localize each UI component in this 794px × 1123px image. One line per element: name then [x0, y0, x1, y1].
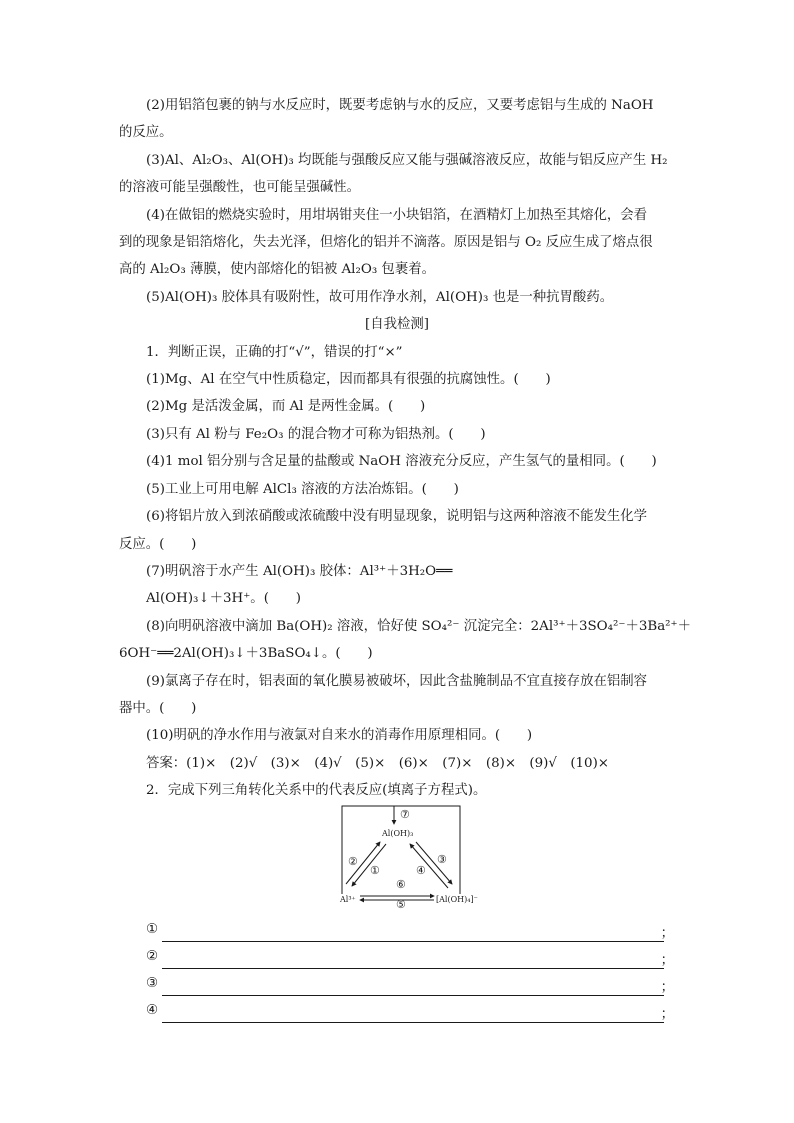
label-al3plus: Al³⁺	[340, 895, 356, 904]
marker-2: ②	[348, 855, 358, 868]
question-1-item-6-line1: (6)将铝片放入到浓硝酸或浓硫酸中没有明显现象，说明铝与这两种溶液不能发生化学	[146, 509, 648, 525]
blank-rule-4	[162, 1022, 664, 1023]
marker-4: ④	[416, 864, 426, 877]
marker-7: ⑦	[400, 808, 410, 821]
paragraph-3-line1: (3)Al、Al₂O₃、Al(OH)₃ 均既能与强酸反应又能与强碱溶液反应，故能与铝反应产生 H₂	[146, 152, 668, 168]
question-1-item-4: (4)1 mol 铝分别与含足量的盐酸或 NaOH 溶液充分反应，产生氢气的量相同。( )	[146, 454, 657, 470]
blank-end-3: ；	[660, 980, 674, 995]
question-1-item-7-line2: Al(OH)₃↓＋3H⁺。( )	[146, 591, 301, 607]
blank-number-3: ③	[146, 976, 159, 991]
blank-end-4: ；	[660, 1007, 674, 1022]
paragraph-4-line3: 高的 Al₂O₃ 薄膜，使内部熔化的铝被 Al₂O₃ 包裹着。	[119, 262, 435, 278]
paragraph-5: (5)Al(OH)₃ 胶体具有吸附性，故可用作净水剂，Al(OH)₃ 也是一种抗胃酸药。	[146, 289, 614, 305]
question-1-item-7-line1: (7)明矾溶于水产生 Al(OH)₃ 胶体：Al³⁺＋3H₂O══	[146, 563, 453, 579]
blank-number-2: ②	[146, 949, 159, 964]
marker-3: ③	[437, 853, 447, 866]
label-aloh3: Al(OH)₃	[382, 829, 414, 838]
question-1-item-5: (5)工业上可用电解 AlCl₃ 溶液的方法冶炼铝。( )	[146, 481, 459, 497]
blank-number-1: ①	[146, 922, 159, 937]
question-1-item-9-line1: (9)氯离子存在时，铝表面的氧化膜易被破坏，因此含盐腌制品不宜直接存放在铝制容	[146, 673, 648, 689]
question-1-stem: 1．判断正误，正确的打“√”，错误的打“×”	[146, 344, 403, 360]
answer-blank-2[interactable]	[146, 949, 674, 973]
marker-6: ⑥	[396, 878, 406, 891]
blank-rule-3	[162, 995, 664, 996]
triangle-diagram-svg	[340, 804, 478, 911]
question-1-item-3: (3)只有 Al 粉与 Fe₂O₃ 的混合物才可称为铝热剂。( )	[146, 426, 486, 442]
blank-rule-1	[162, 941, 664, 942]
answer-blank-1[interactable]	[146, 922, 674, 946]
blank-number-4: ④	[146, 1003, 159, 1018]
answer-key: 答案：(1)× (2)√ (3)× (4)√ (5)× (6)× (7)× (8)× (9)√ (10)×	[146, 755, 610, 771]
paragraph-4-line2: 到的现象是铝箔熔化，失去光泽，但熔化的铝并不滴落。原因是铝与 O₂ 反应生成了熔点很	[119, 235, 653, 251]
answer-blank-3[interactable]	[146, 976, 674, 1000]
self-check-heading: [自我检测]	[364, 317, 429, 333]
question-2-stem: 2．完成下列三角转化关系中的代表反应(填离子方程式)。	[146, 783, 487, 799]
label-aloh4: [Al(OH)₄]⁻	[436, 895, 478, 904]
paragraph-2-line1: (2)用铝箔包裹的钠与水反应时，既要考虑钠与水的反应，又要考虑铝与生成的 NaOH	[146, 98, 654, 113]
marker-1: ①	[370, 864, 380, 877]
question-1-item-8-line1: (8)向明矾溶液中滴加 Ba(OH)₂ 溶液，恰好使 SO₄²⁻ 沉淀完全：2Al³⁺＋3SO₄²⁻＋3Ba²⁺＋	[146, 618, 691, 634]
question-1-item-6-line2: 反应。( )	[119, 536, 197, 552]
answer-blank-4[interactable]	[146, 1003, 674, 1027]
blank-end-1: ；	[660, 926, 674, 941]
marker-5: ⑤	[396, 898, 406, 911]
document-body	[119, 92, 691, 805]
question-1-item-8-line2: 6OH⁻══2Al(OH)₃↓＋3BaSO₄↓。( )	[119, 646, 373, 662]
paragraph-3-line2: 的溶液可能呈强酸性，也可能呈强碱性。	[119, 180, 361, 196]
blank-end-2: ；	[660, 953, 674, 968]
question-1-item-1: (1)Mg、Al 在空气中性质稳定，因而都具有很强的抗腐蚀性。( )	[146, 372, 551, 388]
paragraph-4-line1: (4)在做铝的燃烧实验时，用坩埚钳夹住一小块铝箔，在酒精灯上加热至其熔化，会看	[146, 207, 648, 223]
question-1-item-10: (10)明矾的净水作用与液氯对自来水的消毒作用原理相同。( )	[146, 728, 533, 744]
question-1-item-9-line2: 器中。( )	[119, 700, 197, 716]
paragraph-2-line2: 的反应。	[119, 125, 173, 141]
question-1-item-2: (2)Mg 是活泼金属，而 Al 是两性金属。( )	[146, 399, 426, 415]
blank-rule-2	[162, 968, 664, 969]
aluminum-triangle-diagram	[340, 804, 478, 911]
